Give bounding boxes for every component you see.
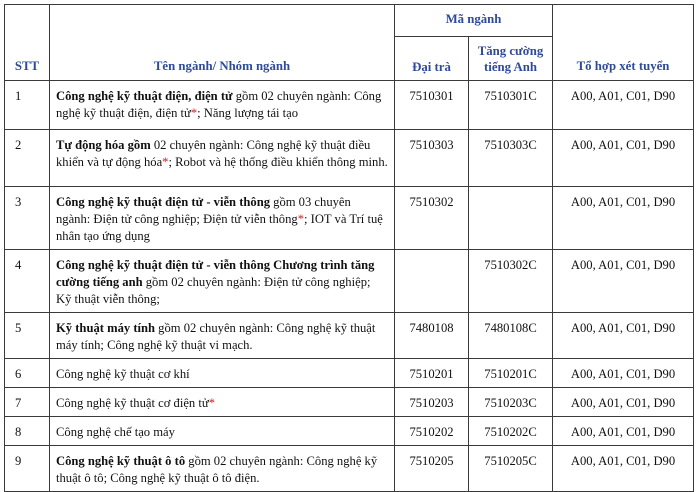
table-row — [5, 417, 694, 446]
major-description: gồm 02 chuyên ngành: Công nghệ kỹ thuật điện, điện tử — [56, 89, 382, 120]
cell-major-name — [50, 81, 395, 130]
cell-combination: A00, A01, C01, D90 — [553, 81, 694, 130]
cell-combination: A00, A01, C01, D90 — [553, 187, 694, 250]
cell-major-name — [50, 250, 395, 313]
major-description-tail: ; Robot và hệ thống điều khiển thông minh. — [168, 155, 388, 169]
cell-combination: A00, A01, C01, D90 — [553, 388, 694, 417]
cell-enhanced-code: 7510201C — [469, 359, 553, 388]
cell-enhanced-code — [469, 187, 553, 250]
cell-combination: A00, A01, C01, D90 — [553, 250, 694, 313]
table-row — [5, 81, 694, 130]
header-enhanced-english: Tăng cường tiếng Anh — [469, 37, 553, 81]
major-description: Công nghệ kỹ thuật cơ khí — [56, 367, 190, 381]
table-row — [5, 130, 694, 187]
major-description-tail: ; Năng lượng tái tạo — [197, 106, 299, 120]
major-description: gồm 02 chuyên ngành: Điện tử công nghiệp; Kỹ thuật viễn thông; — [56, 275, 371, 306]
table-row — [5, 359, 694, 388]
table-row — [5, 313, 694, 359]
priority-asterisk: * — [208, 396, 215, 410]
cell-enhanced-code: 7510301C — [469, 81, 553, 130]
cell-stt: 9 — [5, 446, 50, 492]
cell-regular-code: 7510202 — [395, 417, 469, 446]
cell-major-name — [50, 187, 395, 250]
cell-major-name — [50, 130, 395, 187]
major-title: Tự động hóa gồm — [56, 138, 151, 152]
cell-major-name — [50, 388, 395, 417]
major-title: Công nghệ kỹ thuật ô tô — [56, 454, 186, 468]
cell-combination: A00, A01, C01, D90 — [553, 446, 694, 492]
cell-regular-code: 7510303 — [395, 130, 469, 187]
majors-table — [4, 4, 694, 492]
major-description: 02 chuyên ngành: Công nghệ kỹ thuật điều khiển và tự động hóa — [56, 138, 371, 169]
cell-enhanced-code: 7510302C — [469, 250, 553, 313]
cell-regular-code: 7510203 — [395, 388, 469, 417]
cell-enhanced-code: 7510203C — [469, 388, 553, 417]
cell-combination: A00, A01, C01, D90 — [553, 130, 694, 187]
cell-regular-code: 7510301 — [395, 81, 469, 130]
cell-regular-code — [395, 250, 469, 313]
priority-asterisk: * — [190, 106, 198, 120]
cell-major-name — [50, 313, 395, 359]
table-row — [5, 250, 694, 313]
cell-major-name — [50, 359, 395, 388]
cell-stt: 3 — [5, 187, 50, 250]
header-regular: Đại trà — [395, 37, 469, 81]
cell-enhanced-code: 7510205C — [469, 446, 553, 492]
cell-stt: 8 — [5, 417, 50, 446]
header-major-name: Tên ngành/ Nhóm ngành — [50, 5, 395, 81]
cell-enhanced-code: 7510303C — [469, 130, 553, 187]
table-row — [5, 187, 694, 250]
major-title: Công nghệ kỹ thuật điện, điện tử — [56, 89, 233, 103]
cell-regular-code: 7510201 — [395, 359, 469, 388]
major-title: Công nghệ kỹ thuật điện tử - viễn thông — [56, 195, 270, 209]
major-description-tail: ; IOT và Trí tuệ nhân tạo ứng dụng — [56, 212, 383, 243]
cell-combination: A00, A01, C01, D90 — [553, 359, 694, 388]
admission-table-wrapper — [4, 4, 694, 492]
major-description: gồm 02 chuyên ngành: Công nghệ kỹ thuật máy tính; Công nghệ kỹ thuật vi mạch. — [56, 321, 376, 352]
major-description: Công nghệ kỹ thuật cơ điện tử — [56, 396, 209, 410]
header-major-code: Mã ngành — [395, 5, 553, 37]
cell-stt: 2 — [5, 130, 50, 187]
cell-regular-code: 7480108 — [395, 313, 469, 359]
cell-enhanced-code: 7480108C — [469, 313, 553, 359]
major-description: gồm 02 chuyên ngành: Công nghệ kỹ thuật ô tô; Công nghệ kỹ thuật ô tô điện. — [56, 454, 378, 485]
priority-asterisk: * — [297, 212, 304, 226]
cell-regular-code: 7510302 — [395, 187, 469, 250]
table-row — [5, 446, 694, 492]
major-title: Kỹ thuật máy tính — [56, 321, 156, 335]
cell-stt: 4 — [5, 250, 50, 313]
cell-stt: 5 — [5, 313, 50, 359]
cell-major-name — [50, 446, 395, 492]
cell-enhanced-code: 7510202C — [469, 417, 553, 446]
cell-stt: 7 — [5, 388, 50, 417]
major-description: Công nghệ chế tạo máy — [56, 425, 175, 439]
table-row — [5, 388, 694, 417]
cell-major-name — [50, 417, 395, 446]
cell-regular-code: 7510205 — [395, 446, 469, 492]
header-combination: Tổ hợp xét tuyển — [553, 5, 694, 81]
header-stt: STT — [5, 5, 50, 81]
major-title: Công nghệ kỹ thuật điện tử - viễn thông Chương trình tăng cường tiếng anh — [56, 258, 375, 289]
cell-combination: A00, A01, C01, D90 — [553, 313, 694, 359]
priority-asterisk: * — [162, 155, 169, 169]
cell-stt: 6 — [5, 359, 50, 388]
major-description: gồm 03 chuyên ngành: Điện tử công nghiệp; Điện tử viễn thông — [56, 195, 351, 226]
cell-combination: A00, A01, C01, D90 — [553, 417, 694, 446]
cell-stt: 1 — [5, 81, 50, 130]
